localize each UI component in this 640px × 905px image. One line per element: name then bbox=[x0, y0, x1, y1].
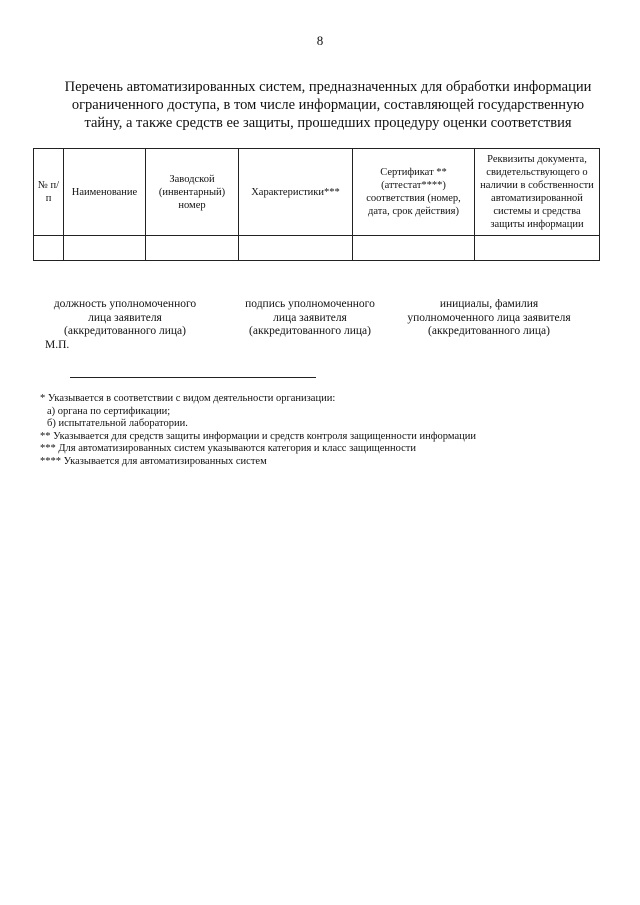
footnote-separator bbox=[70, 377, 316, 378]
column-header-certificate: Сертификат ** (аттестат****) соответствия (номер, дата, срок действия) bbox=[353, 149, 475, 236]
signature-sign-label: подпись уполномоченного лица заявителя (аккредитованного лица) bbox=[245, 298, 375, 337]
title-line: ограниченного доступа, в том числе информации, составляющей государственную bbox=[71, 97, 585, 113]
column-header-ownership-document: Реквизиты документа, свидетельствующего о наличии в собственности автоматизированной системы и средства защиты информации bbox=[475, 149, 600, 236]
page-number: 8 bbox=[316, 33, 324, 48]
footnote-3: *** Для автоматизированных систем указываются категория и класс защищенности bbox=[40, 443, 416, 455]
table-cell bbox=[34, 236, 64, 261]
footnote-1-a: а) органа по сертификации; bbox=[47, 405, 171, 417]
title-line: тайну, а также средств ее защиты, прошедших процедуру оценки соответствия bbox=[84, 115, 572, 131]
title-line: Перечень автоматизированных систем, предназначенных для обработки информации bbox=[64, 79, 592, 95]
table-row bbox=[34, 236, 600, 261]
column-header-number: № п/п bbox=[34, 149, 64, 236]
table-cell bbox=[475, 236, 600, 261]
footnote-1-b: б) испытательной лаборатории. bbox=[47, 418, 188, 430]
footnote-2: ** Указывается для средств защиты информации и средств контроля защищенности информации bbox=[40, 430, 476, 442]
column-header-name: Наименование bbox=[64, 149, 146, 236]
stamp-label: М.П. bbox=[45, 339, 70, 351]
signature-name-label: инициалы, фамилия уполномоченного лица заявителя (аккредитованного лица) bbox=[407, 298, 571, 337]
table-cell bbox=[353, 236, 475, 261]
footnote-1: * Указывается в соответствии с видом деятельности организации: bbox=[40, 393, 336, 404]
column-header-serial-number: Заводской (инвентарный) номер bbox=[146, 149, 239, 236]
document-title bbox=[48, 78, 608, 132]
table-header-row bbox=[34, 149, 600, 236]
column-header-characteristics: Характеристики*** bbox=[239, 149, 353, 236]
signature-position-label: должность уполномоченного лица заявителя (аккредитованного лица) bbox=[53, 298, 197, 337]
footnote-4: **** Указывается для автоматизированных систем bbox=[40, 455, 267, 467]
table-cell bbox=[146, 236, 239, 261]
table-cell bbox=[239, 236, 353, 261]
systems-table bbox=[33, 148, 600, 261]
table-cell bbox=[64, 236, 146, 261]
footnotes bbox=[40, 393, 476, 469]
